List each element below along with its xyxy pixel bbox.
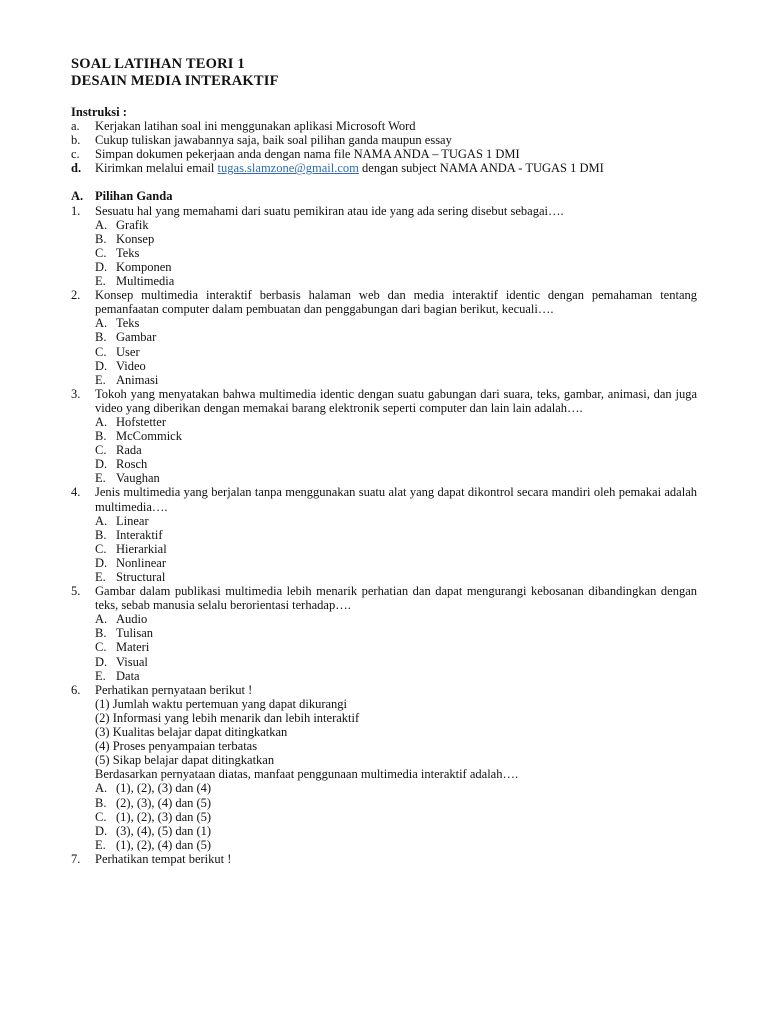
option-label: C. [95, 809, 107, 824]
option-item [95, 838, 697, 852]
option-list [95, 415, 697, 485]
option-text: Teks [116, 316, 140, 331]
option-text: Rosch [116, 457, 148, 472]
option-item [95, 415, 697, 429]
option-list [95, 218, 697, 288]
option-label: A. [95, 781, 108, 796]
option-label: A. [95, 217, 108, 232]
statement-item: (1) Jumlah waktu pertemuan yang dapat dikurangi [95, 696, 348, 711]
option-text: Hofstetter [116, 414, 166, 429]
option-item [95, 218, 697, 232]
instruction-item [71, 161, 697, 175]
option-text: Interaktif [116, 527, 163, 542]
option-label: A. [95, 414, 108, 429]
option-list [95, 316, 697, 386]
option-label: D. [95, 358, 108, 373]
option-item [95, 528, 697, 542]
option-label: D. [95, 457, 108, 472]
option-text: Linear [116, 513, 149, 528]
instruction-text: Cukup tuliskan jawabannya saja, baik soal pilihan ganda maupun essay [95, 133, 452, 148]
option-item [95, 655, 697, 669]
option-item [95, 316, 697, 330]
option-text: Vaughan [116, 471, 160, 486]
option-item [95, 443, 697, 457]
option-item [95, 514, 697, 528]
statement-item: (3) Kualitas belajar dapat ditingkatkan [95, 725, 288, 740]
option-label: E. [95, 570, 106, 584]
option-text: (3), (4), (5) dan (1) [116, 823, 212, 838]
option-label: B. [95, 429, 107, 444]
option-item [95, 359, 697, 373]
question-number: 7. [71, 851, 81, 866]
option-label: D. [95, 555, 108, 570]
question-6 [71, 683, 697, 852]
instructions-heading: Instruksi : [71, 105, 127, 119]
option-text: Multimedia [116, 274, 175, 289]
question-1 [71, 204, 697, 289]
option-label: E. [95, 668, 106, 683]
option-label: B. [95, 527, 107, 542]
option-text: (1), (2), (4) dan (5) [116, 837, 212, 852]
statement-item: (5) Sikap belajar dapat ditingkatkan [95, 753, 275, 768]
option-text: Grafik [116, 217, 149, 232]
section-heading [71, 189, 697, 203]
doc-title-line2: DESAIN MEDIA INTERAKTIF [71, 72, 279, 89]
option-label: A. [95, 612, 108, 627]
question-text: Tokoh yang menyatakan bahwa multimedia identic dengan suatu gabungan dari suara, teks, gambar, animasi, dan juga video yang diberikan dengan memakai barang elektronik seperti computer dan lain lain adalah…. [95, 386, 697, 415]
question-2 [71, 288, 697, 387]
question-text: Gambar dalam publikasi multimedia lebih menarik perhatian dan dapat mengurangi kebosanan dibandingkan dengan teks, sebab manusia selalu berorientasi terhadap…. [95, 584, 697, 613]
option-label: E. [95, 837, 106, 852]
doc-title-line1: SOAL LATIHAN TEORI 1 [71, 56, 245, 72]
instruction-text: Simpan dokumen pekerjaan anda dengan nama file NAMA ANDA – TUGAS 1 DMI [95, 147, 520, 162]
question-number: 6. [71, 682, 81, 697]
question-number: 2. [71, 288, 81, 303]
email-link[interactable]: tugas.slamzone@gmail.com [217, 161, 359, 176]
question-row [71, 584, 697, 612]
option-label: B. [95, 231, 107, 246]
option-text: Hierarkial [116, 541, 167, 556]
document-content [71, 56, 697, 866]
option-item [95, 246, 697, 260]
option-label: C. [95, 245, 107, 260]
option-label: D. [95, 259, 108, 274]
option-list [95, 514, 697, 584]
option-text: Tulisan [116, 626, 154, 641]
option-text: Konsep [116, 231, 155, 246]
option-label: E. [95, 274, 106, 289]
option-item [95, 345, 697, 359]
option-item [95, 330, 697, 344]
question-number: 4. [71, 485, 81, 500]
question-row [71, 683, 697, 697]
option-item [95, 824, 697, 838]
option-text: Materi [116, 640, 150, 655]
statement-item: (4) Proses penyampaian terbatas [95, 739, 258, 754]
instruction-item [71, 147, 697, 161]
question-text: Perhatikan tempat berikut ! [95, 851, 232, 866]
question-number: 5. [71, 584, 81, 599]
question-7 [71, 852, 697, 866]
instruction-d-suffix: dengan subject NAMA ANDA - TUGAS 1 DMI [358, 161, 604, 176]
question-row [71, 204, 697, 218]
option-label: C. [95, 443, 107, 458]
instruction-label: a. [71, 119, 80, 134]
option-label: B. [95, 330, 107, 345]
question-row [71, 485, 697, 513]
option-label: A. [95, 513, 108, 528]
question-row [71, 387, 697, 415]
option-text: Audio [116, 612, 148, 627]
option-label: C. [95, 541, 107, 556]
statement-list [95, 697, 697, 782]
question-number: 1. [71, 203, 81, 218]
question-3 [71, 387, 697, 486]
option-item [95, 373, 697, 387]
instruction-text: Kerjakan latihan soal ini menggunakan aplikasi Microsoft Word [95, 119, 416, 134]
option-text: Video [116, 358, 146, 373]
option-label: B. [95, 795, 107, 810]
option-item [95, 640, 697, 654]
option-item [95, 542, 697, 556]
option-label: C. [95, 344, 107, 359]
option-label: C. [95, 640, 107, 655]
option-label: A. [95, 316, 108, 331]
option-text: (1), (2), (3) dan (4) [116, 781, 212, 796]
option-text: Rada [116, 443, 142, 458]
option-item [95, 796, 697, 810]
instruction-label: b. [71, 133, 81, 148]
option-item [95, 260, 697, 274]
option-text: Structural [116, 570, 166, 584]
question-text: Jenis multimedia yang berjalan tanpa menggunakan suatu alat yang dapat dikontrol secara mandiri oleh pemakai adalah multimedia…. [95, 485, 697, 514]
option-text: Teks [116, 245, 140, 260]
instruction-text [95, 161, 697, 175]
instructions-list [71, 119, 697, 175]
option-text: Animasi [116, 372, 159, 387]
section-title: Pilihan Ganda [95, 189, 173, 204]
option-label: E. [95, 471, 106, 486]
option-label: B. [95, 626, 107, 641]
instruction-item [71, 133, 697, 147]
question-list [71, 204, 697, 683]
question-text: Perhatikan pernyataan berikut ! [95, 682, 253, 697]
option-item [95, 457, 697, 471]
instruction-item [71, 119, 697, 133]
section-label: A. [71, 189, 84, 204]
question-4 [71, 485, 697, 584]
option-text: Data [116, 668, 140, 683]
option-text: Gambar [116, 330, 157, 345]
option-text: Nonlinear [116, 555, 166, 570]
question-text: Konsep multimedia interaktif berbasis halaman web dan media interaktif identic dengan pemahaman tentang pemanfaatan computer dalam pembuatan dan penggabungan dari bagian berikut, kecuali…. [95, 288, 697, 317]
option-text: McCommick [116, 429, 182, 444]
option-label: D. [95, 654, 108, 669]
instruction-d-prefix: Kirimkan melalui email [95, 161, 218, 176]
option-item [95, 232, 697, 246]
question-number: 3. [71, 386, 81, 401]
option-text: User [116, 344, 140, 359]
option-list [95, 781, 697, 851]
option-item [95, 626, 697, 640]
option-text: (2), (3), (4) dan (5) [116, 795, 212, 810]
question-text: Sesuatu hal yang memahami dari suatu pemikiran atau ide yang ada sering disebut sebagai…. [95, 203, 564, 218]
option-item [95, 810, 697, 824]
option-text: (1), (2), (3) dan (5) [116, 809, 212, 824]
option-item [95, 669, 697, 683]
instruction-label: c. [71, 147, 80, 162]
statement-item: (2) Informasi yang lebih menarik dan lebih interaktif [95, 710, 360, 725]
option-item [95, 570, 697, 584]
instruction-label: d. [71, 161, 82, 176]
option-text: Visual [116, 654, 148, 669]
option-item [95, 781, 697, 795]
option-text: Komponen [116, 259, 172, 274]
option-item [95, 274, 697, 288]
option-item [95, 556, 697, 570]
option-item [95, 612, 697, 626]
question-prompt: Berdasarkan pernyataan diatas, manfaat penggunaan multimedia interaktif adalah…. [95, 767, 519, 782]
option-label: D. [95, 823, 108, 838]
question-row [71, 288, 697, 316]
option-item [95, 471, 697, 485]
option-item [95, 429, 697, 443]
option-label: E. [95, 372, 106, 387]
question-5 [71, 584, 697, 683]
option-list [95, 612, 697, 682]
